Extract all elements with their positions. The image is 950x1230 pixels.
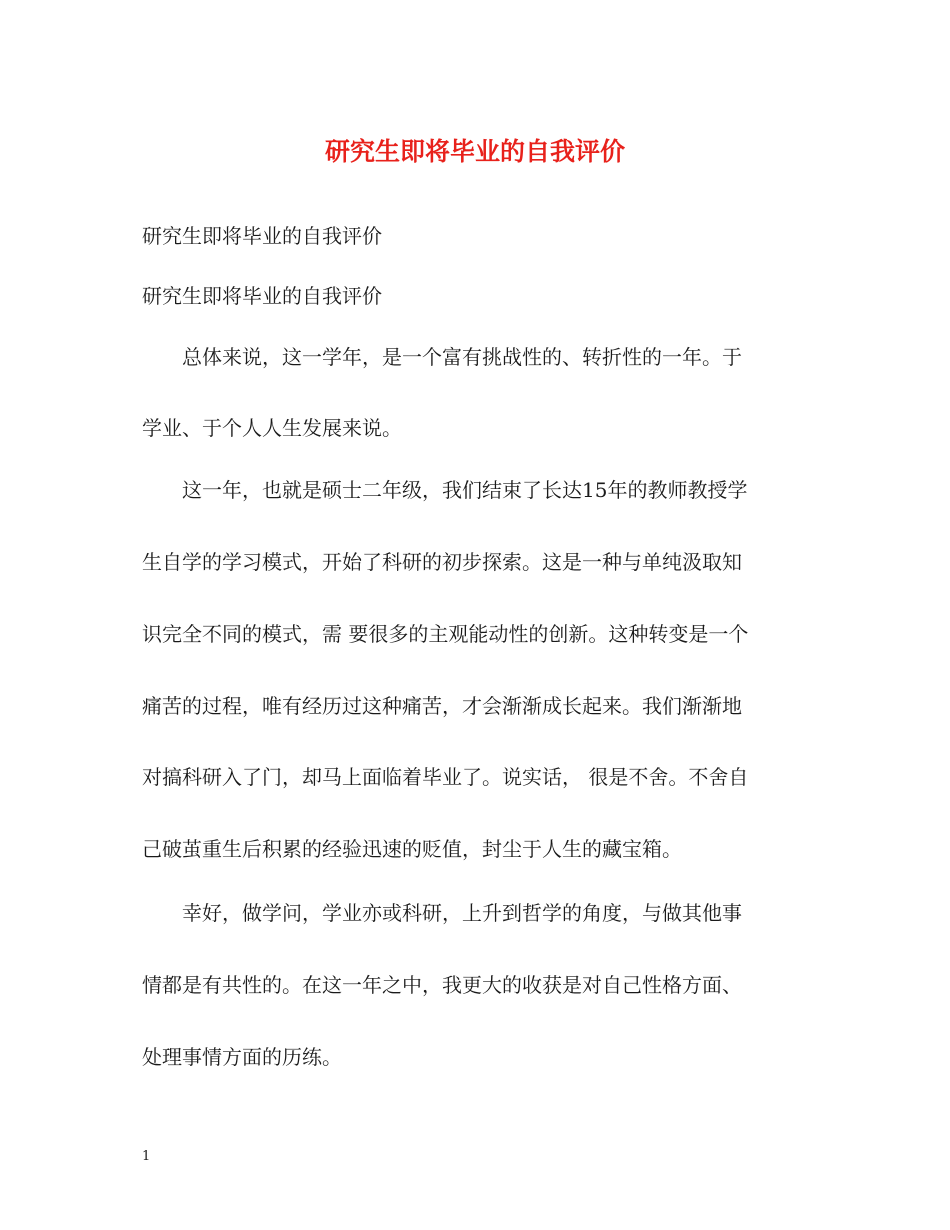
subtitle-line: 研究生即将毕业的自我评价 xyxy=(142,224,382,248)
page-number: 1 xyxy=(142,1149,151,1164)
body-line: 学业、于个人人生发展来说。 xyxy=(142,416,402,440)
body-line: 这一年，也就是硕士二年级，我们结束了长达15年的教师教授学 xyxy=(182,478,748,502)
body-line: 识完全不同的模式，需 要很多的主观能动性的创新。这种转变是一个 xyxy=(142,622,749,646)
body-line: 情都是有共性的。在这一年之中，我更大的收获是对自己性格方面、 xyxy=(142,973,742,997)
body-line: 对搞科研入了门，却马上面临着毕业了。说实话， 很是不舍。不舍自 xyxy=(142,765,749,789)
body-line: 处理事情方面的历练。 xyxy=(142,1045,342,1069)
body-line: 生自学的学习模式，开始了科研的初步探索。这是一种与单纯汲取知 xyxy=(142,550,742,574)
body-line: 己破茧重生后积累的经验迅速的贬值，封尘于人生的藏宝箱。 xyxy=(142,837,682,861)
subtitle-line: 研究生即将毕业的自我评价 xyxy=(142,284,382,308)
document-title: 研究生即将毕业的自我评价 xyxy=(324,137,625,166)
body-line: 幸好，做学问，学业亦或科研，上升到哲学的角度，与做其他事 xyxy=(182,901,742,925)
body-line: 痛苦的过程，唯有经历过这种痛苦，才会渐渐成长起来。我们渐渐地 xyxy=(142,694,742,718)
body-line: 总体来说，这一学年，是一个富有挑战性的、转折性的一年。于 xyxy=(182,345,742,369)
